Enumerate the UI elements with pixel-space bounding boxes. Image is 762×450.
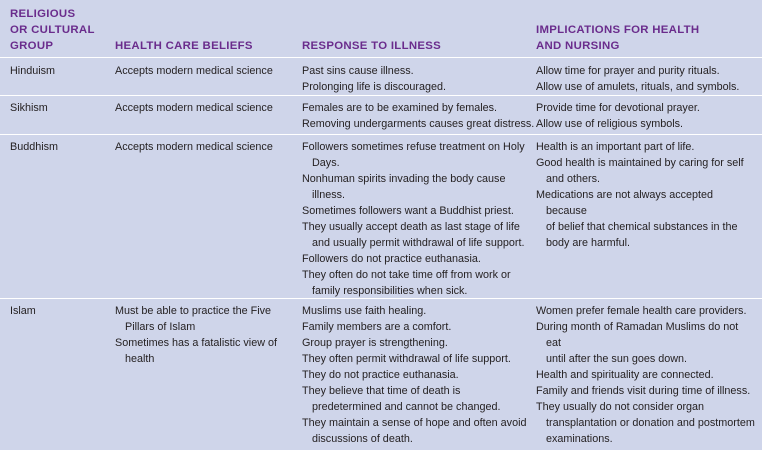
belief-item: Accepts modern medical science <box>115 141 273 153</box>
implication-item: Provide time for devotional prayer. <box>536 102 700 114</box>
response-item <box>302 139 527 171</box>
table-row-islam <box>0 298 762 445</box>
line: They usually do not consider organ <box>536 401 705 413</box>
implications-cell <box>536 100 756 132</box>
line: family responsibilities when sick. <box>312 285 468 297</box>
line: Good health is maintained by caring for self <box>536 157 744 169</box>
belief-item: Accepts modern medical science <box>115 102 273 114</box>
response-item <box>302 383 527 415</box>
implication-item: Health and spirituality are connected. <box>536 369 714 381</box>
line: body are harmful. <box>546 237 631 249</box>
line: Nonhuman spirits invading the body cause <box>302 173 506 185</box>
belief-item <box>115 335 295 367</box>
beliefs-cell <box>115 303 295 367</box>
header-religious-group <box>10 6 106 54</box>
implication-item <box>536 187 756 251</box>
response-item <box>302 267 527 299</box>
line: During month of Ramadan Muslims do not eat <box>536 321 739 349</box>
response-item: Past sins cause illness. <box>302 65 414 77</box>
response-item: They do not practice euthanasia. <box>302 369 459 381</box>
response-item: Prolonging life is discouraged. <box>302 81 447 93</box>
line: They believe that time of death is <box>302 385 461 397</box>
table-row-buddhism <box>0 134 762 297</box>
line: examinations. <box>546 433 613 445</box>
beliefs-cell <box>115 100 295 116</box>
line: discussions of death. <box>312 433 413 445</box>
table-header <box>0 0 762 58</box>
response-item: Family members are a comfort. <box>302 321 452 333</box>
implication-item <box>536 155 756 187</box>
implication-item: Health is an important part of life. <box>536 141 695 153</box>
beliefs-cell <box>115 63 295 79</box>
group-name: Hinduism <box>10 65 56 77</box>
line: Days. <box>312 157 340 169</box>
response-item <box>302 171 527 203</box>
header-line: RESPONSE TO ILLNESS <box>302 40 442 52</box>
response-item: Group prayer is strengthening. <box>302 337 448 349</box>
line: They maintain a sense of hope and often avoid <box>302 417 527 429</box>
response-item: Removing undergarments causes great distress. <box>302 118 535 130</box>
line: Medications are not always accepted because <box>536 189 714 217</box>
line: Followers sometimes refuse treatment on Holy <box>302 141 525 153</box>
line: Must be able to practice the Five <box>115 305 272 317</box>
response-item <box>302 415 527 447</box>
header-line: HEALTH CARE BELIEFS <box>115 40 253 52</box>
response-item: Followers do not practice euthanasia. <box>302 253 481 265</box>
table-row-sikhism <box>0 95 762 130</box>
header-implications <box>536 22 756 54</box>
response-item: Sometimes followers want a Buddhist priest. <box>302 205 514 217</box>
response-item: Females are to be examined by females. <box>302 102 498 114</box>
implications-cell <box>536 139 756 251</box>
belief-item <box>115 303 295 335</box>
implications-cell <box>536 303 756 447</box>
response-cell <box>302 303 527 447</box>
beliefs-cell <box>115 139 295 155</box>
header-response-to-illness <box>302 38 527 54</box>
group-cell <box>10 63 106 79</box>
line: Pillars of Islam <box>125 321 196 333</box>
group-name: Islam <box>10 305 36 317</box>
header-line: AND NURSING <box>536 40 620 52</box>
implication-item: Allow time for prayer and purity rituals. <box>536 65 720 77</box>
implication-item <box>536 399 756 447</box>
group-name: Sikhism <box>10 102 48 114</box>
response-item <box>302 219 527 251</box>
line: of belief that chemical substances in the <box>546 221 738 233</box>
header-line: RELIGIOUS <box>10 8 76 20</box>
line: They often do not take time off from work or <box>302 269 511 281</box>
implications-cell <box>536 63 756 95</box>
group-name: Buddhism <box>10 141 59 153</box>
response-item: They often permit withdrawal of life support. <box>302 353 511 365</box>
header-health-care-beliefs <box>115 38 295 54</box>
header-line: GROUP <box>10 40 54 52</box>
response-item: Muslims use faith healing. <box>302 305 427 317</box>
implication-item: Family and friends visit during time of illness. <box>536 385 751 397</box>
line: and others. <box>546 173 601 185</box>
line: transplantation or donation and postmortem <box>546 417 755 429</box>
line: Sometimes has a fatalistic view of <box>115 337 278 349</box>
line: and usually permit withdrawal of life support. <box>312 237 525 249</box>
belief-item: Accepts modern medical science <box>115 65 273 77</box>
header-line: OR CULTURAL <box>10 24 95 36</box>
line: predetermined and cannot be changed. <box>312 401 501 413</box>
group-cell <box>10 303 106 319</box>
line: until after the sun goes down. <box>546 353 688 365</box>
response-cell <box>302 139 527 299</box>
group-cell <box>10 139 106 155</box>
line: health <box>125 353 155 365</box>
line: illness. <box>312 189 346 201</box>
line: They usually accept death as last stage of life <box>302 221 520 233</box>
implication-item: Allow use of amulets, rituals, and symbols. <box>536 81 740 93</box>
header-line: IMPLICATIONS FOR HEALTH <box>536 24 700 36</box>
response-cell <box>302 100 535 132</box>
implication-item <box>536 319 756 367</box>
implication-item: Women prefer female health care providers. <box>536 305 747 317</box>
group-cell <box>10 100 106 116</box>
response-cell <box>302 63 527 95</box>
implication-item: Allow use of religious symbols. <box>536 118 684 130</box>
